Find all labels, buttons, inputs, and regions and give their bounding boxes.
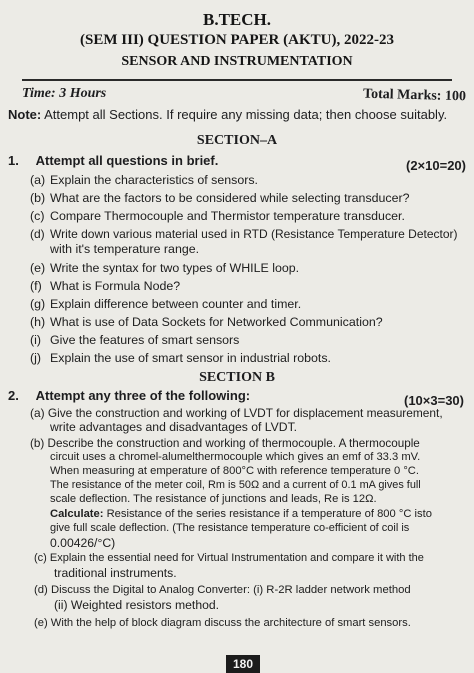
paper-title: (SEM III) QUESTION PAPER (AKTU), 2022-23: [80, 32, 394, 48]
page-number: 180: [226, 655, 260, 673]
section-b-marks: (10×3=30): [404, 393, 464, 408]
list-item: (d) Write down various material used in RTD (Resistance Temperature Detector): [30, 227, 458, 241]
note-label: Note:: [8, 107, 42, 122]
question-b-calc-line1: Calculate: Resistance of the series resistance if a temperature of 800 °C isto: [50, 508, 432, 520]
question-b-b-line1: (b) Describe the construction and working of thermocouple. A thermocouple: [30, 437, 420, 450]
list-item: (b) What are the factors to be considered while selecting transducer?: [30, 191, 410, 205]
question-number: 1.: [8, 153, 19, 168]
list-item: (h) What is use of Data Sockets for Networked Communication?: [30, 315, 383, 329]
question-b-calc-line3: 0.00426/°C): [50, 536, 116, 550]
question-b-b-line4: The resistance of the meter coil, Rm is 50Ω and a current of 0.1 mA gives full: [50, 479, 421, 491]
question-text: Attempt all questions in brief.: [35, 153, 219, 168]
question-b-calc-line2: give full scale deflection. (The resistance temperature co-efficient of coil is: [50, 522, 410, 534]
question-b-a-line1: (a) Give the construction and working of LVDT for displacement measurement,: [30, 406, 443, 420]
question-b-d-line2: (ii) Weighted resistors method.: [54, 598, 220, 612]
question-b-e-line1: (e) With the help of block diagram discuss the architecture of smart sensors.: [34, 617, 411, 629]
list-item: with it's temperature range.: [50, 242, 200, 256]
list-item: (i) Give the features of smart sensors: [30, 333, 240, 347]
question-b-c-line1: (c) Explain the essential need for Virtual Instrumentation and compare it with the: [34, 552, 424, 564]
list-item: (c) Compare Thermocouple and Thermistor temperature transducer.: [30, 209, 405, 223]
exam-time: Time: 3 Hours: [22, 86, 107, 101]
list-item: (a) Explain the characteristics of sensors.: [30, 173, 258, 187]
question-b-a-line2: write advantages and disadvantages of LVDT.: [50, 420, 298, 434]
exam-note: [8, 107, 447, 122]
section-a-marks: (2×10=20): [406, 158, 466, 173]
section-a-question: [8, 153, 218, 168]
calculate-label: Calculate:: [50, 508, 104, 520]
header-divider: [22, 79, 452, 81]
list-item: (j) Explain the use of smart sensor in industrial robots.: [30, 351, 331, 365]
question-number: 2.: [8, 388, 19, 403]
list-item: (f) What is Formula Node?: [30, 279, 181, 293]
question-b-c-line2: traditional instruments.: [54, 566, 177, 580]
question-b-b-line2: circuit uses a chromel-alumelthermocouple which gives an emf of 33.3 mV.: [50, 451, 421, 463]
section-b-question: [8, 388, 250, 403]
question-text: Attempt any three of the following:: [35, 388, 251, 403]
total-marks: Total Marks: 100: [362, 86, 467, 105]
section-b-title: SECTION B: [199, 370, 275, 385]
question-b-b-line5: scale deflection. The resistance of junctions and leads, Re is 12Ω.: [50, 493, 377, 505]
degree-title: B.TECH.: [202, 10, 272, 29]
note-text: Attempt all Sections. If require any missing data; then choose suitably.: [44, 107, 448, 122]
subject-title: SENSOR AND INSTRUMENTATION: [121, 54, 353, 69]
question-b-b-line3: When measuring at emperature of 800°C with reference temperature 0 °C.: [50, 465, 419, 477]
section-a-title: SECTION–A: [196, 133, 278, 148]
question-b-d-line1: (d) Discuss the Digital to Analog Converter: (i) R-2R ladder network method: [34, 584, 411, 596]
list-item: (e) Write the syntax for two types of WHILE loop.: [30, 261, 300, 275]
list-item: (g) Explain difference between counter and timer.: [30, 297, 302, 311]
